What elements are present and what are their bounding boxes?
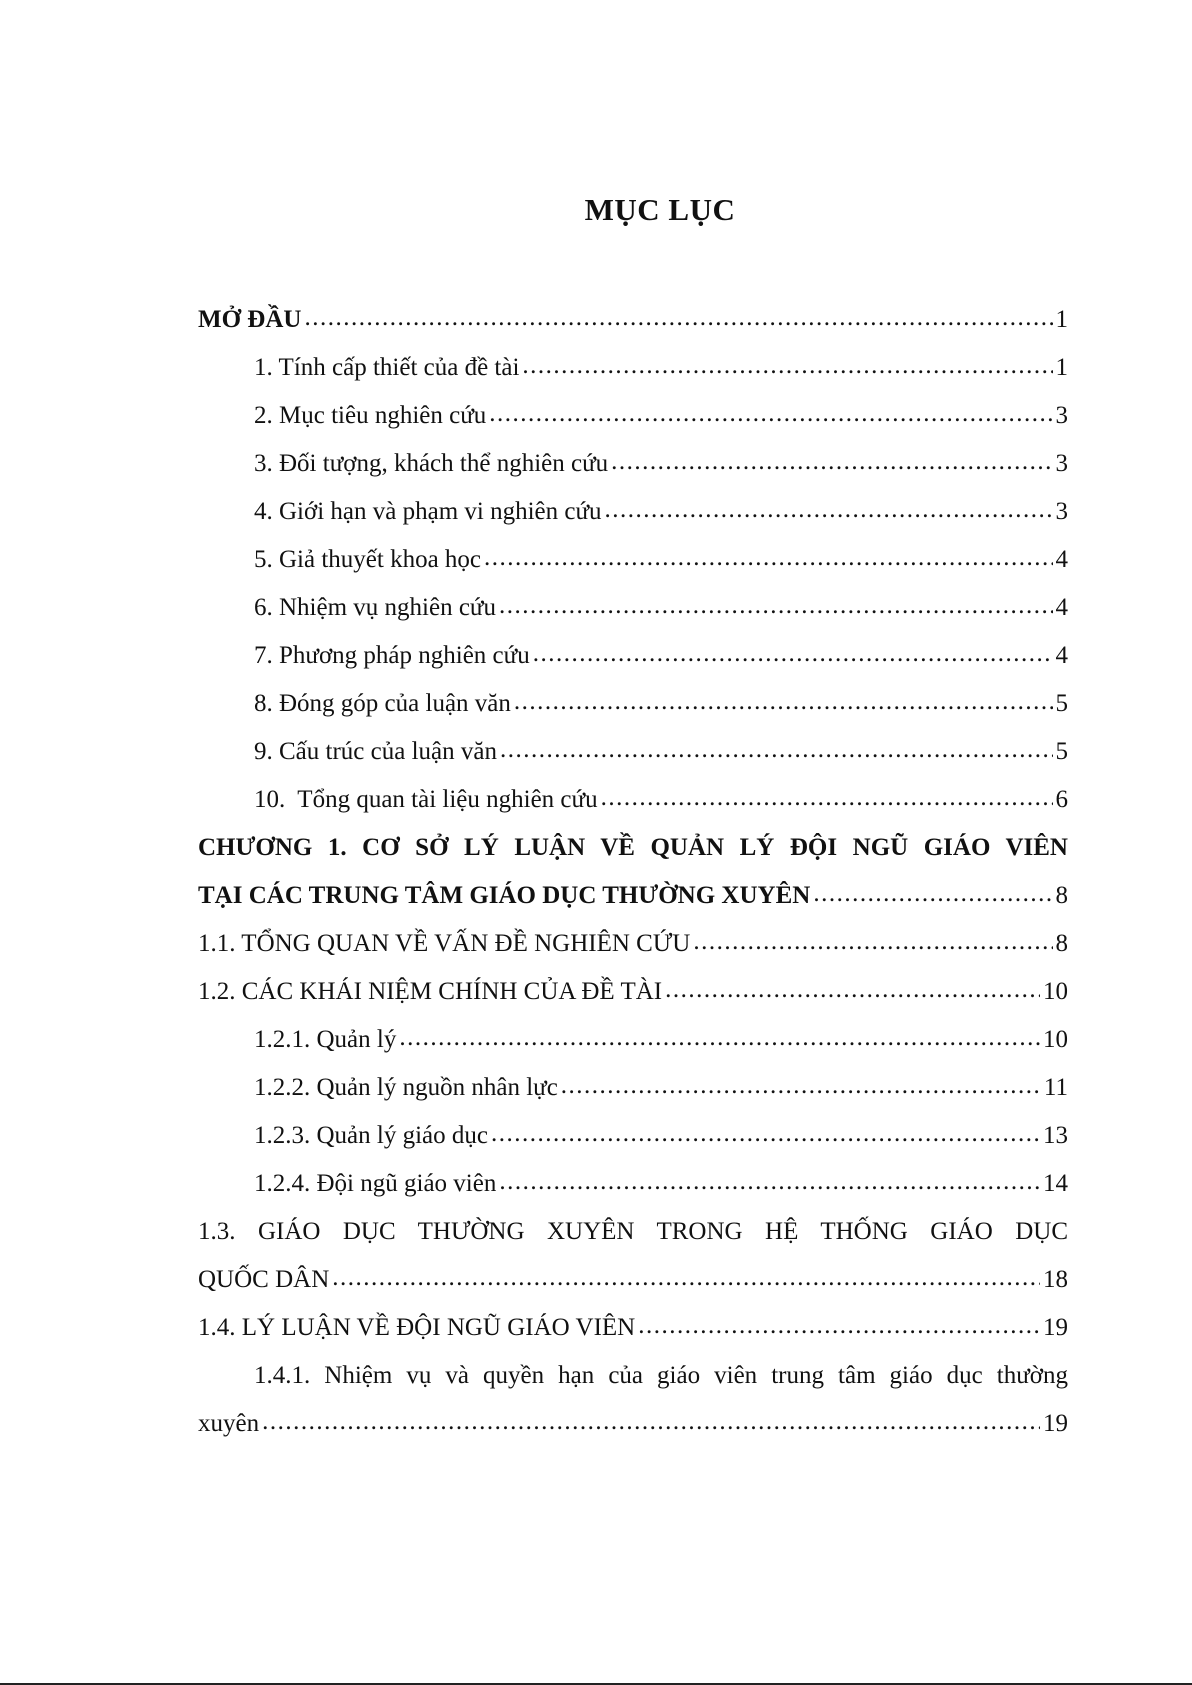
toc-entry[interactable] [198, 440, 1068, 488]
toc-entry[interactable] [198, 728, 1068, 776]
dot-leader [813, 870, 1052, 918]
dot-leader [399, 1016, 1040, 1062]
toc-entry[interactable] [198, 584, 1068, 632]
page-title: MỤC LỤC [584, 192, 736, 227]
toc-page-number: 5 [1055, 738, 1068, 765]
toc-page-number: 3 [1055, 402, 1068, 429]
toc-entry[interactable] [198, 1112, 1068, 1160]
dot-leader [484, 536, 1052, 582]
toc-entry-label: 1.2.2. Quản lý nguồn nhân lực [254, 1074, 558, 1101]
toc-entry-label: 3. Đối tượng, khách thể nghiên cứu [254, 450, 609, 477]
toc-page-number: 19 [1043, 1314, 1068, 1341]
dot-leader [665, 968, 1040, 1014]
toc-page-number: 19 [1043, 1410, 1068, 1437]
dot-leader [262, 1398, 1040, 1446]
dot-leader [499, 584, 1053, 630]
dot-leader [533, 632, 1053, 678]
toc-entry-label: 1.1. TỔNG QUAN VỀ VẤN ĐỀ NGHIÊN CỨU [198, 930, 691, 957]
toc-entry-label-line1: 1.3. GIÁO DỤC THƯỜNG XUYÊN TRONG HỆ THỐNG GIÁO DỤC [198, 1218, 1068, 1245]
dot-leader [514, 680, 1053, 726]
dot-leader [522, 344, 1052, 390]
toc-entry-label: 6. Nhiệm vụ nghiên cứu [254, 594, 496, 621]
toc-page-number: 6 [1055, 786, 1068, 813]
toc-entry[interactable] [198, 488, 1068, 536]
toc-entry-label-line1: CHƯƠNG 1. CƠ SỞ LÝ LUẬN VỀ QUẢN LÝ ĐỘI NGŨ GIÁO VIÊN [198, 834, 1068, 861]
toc-entry-label: 2. Mục tiêu nghiên cứu [254, 402, 487, 429]
toc-entry[interactable] [198, 1160, 1068, 1208]
toc-page-number: 4 [1055, 546, 1068, 573]
dot-leader [304, 296, 1052, 342]
toc-entry-label: 1.2.4. Đội ngũ giáo viên [254, 1170, 497, 1197]
toc-entry-label: 5. Giả thuyết khoa học [254, 546, 482, 573]
toc-entry[interactable] [198, 296, 1068, 344]
dot-leader [500, 728, 1053, 774]
toc-entry-label: 10. Tổng quan tài liệu nghiên cứu [254, 786, 598, 813]
toc-entry[interactable] [198, 968, 1068, 1016]
dot-leader [561, 1064, 1041, 1110]
toc-page-number: 10 [1043, 978, 1068, 1005]
toc-entry-label: MỞ ĐẦU [198, 306, 302, 333]
toc-entry-label: 4. Giới hạn và phạm vi nghiên cứu [254, 498, 602, 525]
toc-page-number: 1 [1055, 354, 1068, 381]
dot-leader [611, 440, 1052, 486]
toc-entry[interactable] [198, 536, 1068, 584]
toc-page-number: 11 [1043, 1074, 1068, 1101]
toc-page-number: 13 [1043, 1122, 1068, 1149]
dot-leader [601, 776, 1053, 822]
toc-entry-label: 1.4. LÝ LUẬN VỀ ĐỘI NGŨ GIÁO VIÊN [198, 1314, 636, 1341]
toc-entry[interactable] [198, 1064, 1068, 1112]
toc-entry[interactable] [198, 632, 1068, 680]
toc-entry-label-line2: TẠI CÁC TRUNG TÂM GIÁO DỤC THƯỜNG XUYÊN [198, 882, 811, 909]
toc-page-number: 8 [1055, 882, 1068, 909]
toc-page-number: 8 [1055, 930, 1068, 957]
dot-leader [499, 1160, 1040, 1206]
toc-entry[interactable] [198, 1352, 1068, 1448]
dot-leader [489, 392, 1052, 438]
toc-entry-label: 8. Đóng góp của luận văn [254, 690, 511, 717]
toc-entry-label-line1: 1.4.1. Nhiệm vụ và quyền hạn của giáo viên trung tâm giáo dục thường [254, 1362, 1068, 1389]
toc-entry[interactable] [198, 776, 1068, 824]
toc-page-number: 4 [1055, 594, 1068, 621]
toc-entry[interactable] [198, 1016, 1068, 1064]
toc-entry-label-line2: xuyên [198, 1410, 260, 1437]
toc-page-number: 1 [1055, 306, 1068, 333]
toc-entry[interactable] [198, 824, 1068, 920]
toc-page-number: 3 [1055, 450, 1068, 477]
toc-entry[interactable] [198, 1304, 1068, 1352]
toc-entry[interactable] [198, 1208, 1068, 1304]
toc-entry[interactable] [198, 344, 1068, 392]
dot-leader [332, 1254, 1040, 1302]
dot-leader [693, 920, 1052, 966]
dot-leader [605, 488, 1053, 534]
toc-entry-label: 1.2.3. Quản lý giáo dục [254, 1122, 488, 1149]
dot-leader [491, 1112, 1040, 1158]
table-of-contents [198, 296, 1068, 1448]
toc-page-number: 14 [1043, 1170, 1068, 1197]
toc-entry-label: 9. Cấu trúc của luận văn [254, 738, 497, 765]
toc-page-number: 10 [1043, 1026, 1068, 1053]
toc-entry-label: 1.2.1. Quản lý [254, 1026, 397, 1053]
dot-leader [638, 1304, 1040, 1350]
toc-page-number: 3 [1055, 498, 1068, 525]
toc-entry[interactable] [198, 680, 1068, 728]
toc-entry-label: 7. Phương pháp nghiên cứu [254, 642, 530, 669]
toc-page-number: 4 [1055, 642, 1068, 669]
toc-entry[interactable] [198, 392, 1068, 440]
toc-entry[interactable] [198, 920, 1068, 968]
toc-page-number: 18 [1043, 1266, 1068, 1293]
toc-entry-label: 1.2. CÁC KHÁI NIỆM CHÍNH CỦA ĐỀ TÀI [198, 978, 663, 1005]
toc-entry-label-line2: QUỐC DÂN [198, 1266, 330, 1293]
toc-page-number: 5 [1055, 690, 1068, 717]
toc-entry-label: 1. Tính cấp thiết của đề tài [254, 354, 520, 381]
